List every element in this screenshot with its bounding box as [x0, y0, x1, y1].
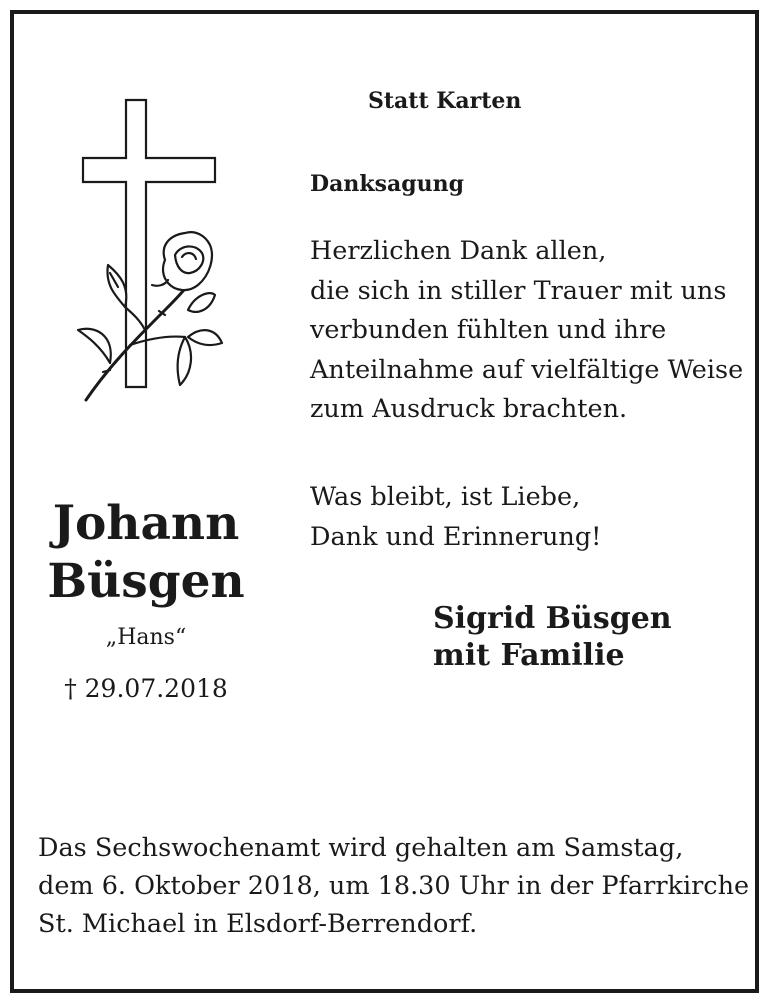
- thanks-line: Anteilnahme auf vielfältige Weise: [310, 354, 744, 385]
- statt-karten-heading: Statt Karten: [368, 88, 522, 114]
- cross-rose-graphic: [70, 95, 235, 405]
- service-announcement: [38, 829, 749, 943]
- quote-line: Dank und Erinnerung!: [310, 521, 602, 552]
- thanks-line: zum Ausdruck brachten.: [310, 394, 628, 424]
- quote-line: Was bleibt, ist Liebe,: [310, 482, 581, 512]
- footer-line: dem 6. Oktober 2018, um 18.30 Uhr in der Pfarrkirche: [38, 871, 750, 901]
- thanks-line: verbunden fühlten und ihre: [310, 315, 667, 345]
- thanks-line: die sich in stiller Trauer mit uns: [310, 275, 727, 306]
- nickname: „Hans“: [105, 625, 187, 650]
- thanks-text: [310, 232, 743, 430]
- first-name: Johann: [52, 496, 240, 551]
- rose-icon: [78, 232, 222, 400]
- signature: [433, 600, 672, 674]
- signature-family: mit Familie: [433, 638, 625, 673]
- thanks-line: Herzlichen Dank allen,: [310, 236, 607, 266]
- deceased-name: [0, 495, 292, 611]
- danksagung-heading: Danksagung: [310, 171, 464, 197]
- last-name: Büsgen: [47, 554, 245, 609]
- death-date: † 29.07.2018: [64, 674, 228, 703]
- footer-line: St. Michael in Elsdorf-Berrendorf.: [38, 909, 478, 939]
- footer-line: Das Sechswochenamt wird gehalten am Samstag,: [38, 833, 684, 863]
- signature-name: Sigrid Büsgen: [433, 601, 672, 636]
- quote-text: [310, 478, 601, 557]
